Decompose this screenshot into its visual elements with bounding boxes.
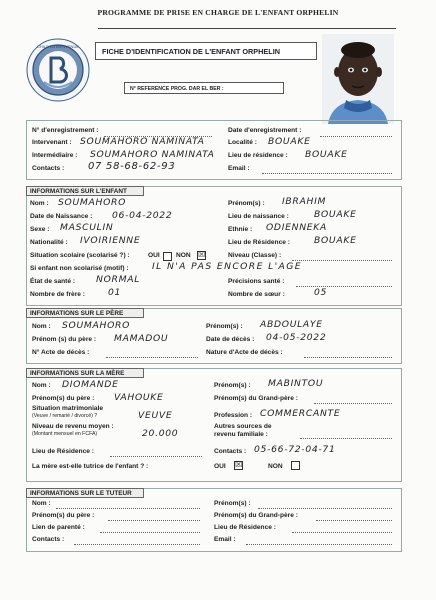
pere-section-header: INFORMATIONS SUR LE PÈRE (26, 308, 144, 318)
mere-nom-value[interactable]: DIOMANDE (62, 379, 119, 390)
tutrice-oui-label: OUI (214, 463, 226, 470)
enfant-lieu-residence-label: Lieu de Résidence : (228, 239, 290, 246)
enfant-ethnie-value[interactable]: ODIENNEKA (266, 222, 327, 233)
matrimoniale-value[interactable]: VEUVE (138, 410, 173, 421)
freres-label: Nombre de frère : (30, 291, 85, 298)
freres-value[interactable]: 01 (108, 287, 122, 298)
niveau-label: Niveau (Classe) : (228, 252, 282, 259)
mere-pere-value[interactable]: VAHOUKE (114, 392, 164, 403)
email-label: Email : (228, 165, 250, 172)
autres-revenus-field[interactable] (300, 438, 392, 439)
registration-date-field[interactable] (320, 136, 392, 137)
niveau-field[interactable] (292, 260, 392, 261)
enfant-naissance-label: Date de Naissance : (30, 213, 93, 220)
scolaire-oui-label: OUI (148, 252, 160, 259)
enfant-prenom-value[interactable]: IBRAHIM (282, 196, 327, 207)
tuteur-contacts-label: Contacts : (32, 536, 65, 543)
tuteur-grand-pere-label: Prénom(s) du Grand-père : (214, 512, 298, 519)
tuteur-pere-label: Prénom(s) du père : (32, 512, 95, 519)
motif-value[interactable]: IL N'A PAS ENCORE L'AGE (152, 261, 302, 272)
tuteur-prenom-field[interactable] (258, 508, 392, 509)
profession-value[interactable]: COMMERCANTE (260, 408, 341, 419)
title-underline (98, 28, 396, 29)
enfant-nationalite-label: Nationalité : (30, 239, 68, 246)
intervenant-label: Intervenant : (32, 139, 72, 146)
mere-nom-label: Nom : (32, 382, 51, 389)
intervenant-value[interactable]: SOUMAHORO NAMINATA (80, 136, 205, 147)
mere-contacts-label: Contacts : (214, 448, 247, 455)
soeurs-value[interactable]: 05 (314, 287, 328, 298)
intermediaire-value[interactable]: SOUMAHORO NAMINATA (90, 149, 215, 160)
enfant-nom-value[interactable]: SOUMAHORO (58, 197, 127, 208)
reference-field[interactable]: N° REFERENCE PROG. DAR EL BER : (124, 82, 284, 94)
mere-prenom-value[interactable]: MABINTOU (268, 378, 324, 389)
intermediaire-label: Intermédiaire : (32, 152, 78, 159)
program-title: PROGRAMME DE PRISE EN CHARGE DE L'ENFANT ORPHELIN (97, 8, 339, 17)
tuteur-contacts-field[interactable] (74, 544, 200, 545)
tutrice-non-label: NON (268, 463, 283, 470)
contacts-value[interactable]: 07 58-68-62-93 (88, 161, 176, 172)
soeurs-label: Nombre de sœur : (228, 291, 285, 298)
mere-section-header: INFORMATIONS SUR LA MÈRE (26, 368, 144, 378)
pere-du-pere-value[interactable]: MAMADOU (114, 333, 169, 344)
residence-value[interactable]: BOUAKE (305, 149, 348, 160)
child-photo (322, 34, 394, 124)
pere-nom-value[interactable]: SOUMAHORO (62, 320, 131, 331)
mere-residence-field[interactable] (110, 456, 202, 457)
tutrice-non-checkbox[interactable] (291, 461, 300, 470)
pere-prenom-label: Prénom(s) : (206, 323, 243, 330)
sante-label: État de santé : (30, 278, 76, 285)
pere-nature-field[interactable] (304, 357, 392, 358)
tuteur-parente-field[interactable] (100, 532, 200, 533)
organization-logo (26, 38, 90, 102)
enfant-sexe-value[interactable]: MASCULIN (60, 222, 114, 233)
mere-prenom-label: Prénom(s) : (214, 382, 251, 389)
enfant-prenom-label: Prénom(s) : (228, 200, 265, 207)
mere-grand-pere-label: Prénom(s) du Grand-père : (214, 395, 298, 402)
pere-acte-label: N° Acte de décès : (32, 349, 90, 356)
pere-prenom-value[interactable]: ABDOULAYE (260, 319, 323, 330)
enfant-lieu-naissance-label: Lieu de naissance : (228, 213, 289, 220)
contacts-label: Contacts : (32, 165, 65, 172)
tuteur-residence-label: Lieu de Résidence : (214, 524, 276, 531)
mere-contacts-value[interactable]: 05-66-72-04-71 (254, 444, 336, 455)
tuteur-pere-field[interactable] (108, 520, 200, 521)
scolaire-label: Situation scolaire (scolarisé ?) : (30, 252, 130, 259)
scolaire-non-label: NON (176, 252, 191, 259)
pere-nature-label: Nature d'Acte de décès : (206, 349, 283, 356)
tuteur-parente-label: Lien de parenté : (32, 524, 85, 531)
revenu-hint: (Montant mensuel en FCFA) (32, 431, 98, 437)
localite-value[interactable]: BOUAKE (268, 136, 311, 147)
pere-nom-label: Nom : (32, 323, 51, 330)
tuteur-residence-field[interactable] (292, 532, 392, 533)
enfant-naissance-value[interactable]: 06-04-2022 (112, 210, 173, 221)
mere-pere-label: Prénom(s) du père : (32, 395, 95, 402)
enfant-lieu-residence-value[interactable]: BOUAKE (314, 235, 357, 246)
enfant-ethnie-label: Ethnie : (228, 226, 253, 233)
autres-revenus-label: Autres sources de revenu familiale : (214, 423, 272, 438)
profession-label: Profession : (214, 412, 253, 419)
enfant-section-header: INFORMATIONS SUR L'ENFANT (26, 186, 144, 196)
sante-value[interactable]: NORMAL (96, 274, 141, 285)
matrimoniale-hint: (Veuve / remarié / divorcé) ? (32, 413, 98, 419)
precisions-label: Précisions santé : (228, 278, 285, 285)
tuteur-nom-label: Nom : (32, 500, 51, 507)
mere-residence-label: Lieu de Résidence : (32, 448, 94, 455)
enfant-nationalite-value[interactable]: IVOIRIENNE (80, 235, 141, 246)
tuteur-section-header: INFORMATIONS SUR LE TUTEUR (26, 488, 144, 498)
scolaire-oui-checkbox[interactable] (163, 252, 172, 261)
pere-deces-label: Date de décès : (206, 336, 255, 343)
registration-number-label: N° d'enregistrement : (32, 127, 99, 134)
registration-date-label: Date d'enregistrement : (228, 127, 302, 134)
mere-grand-pere-field[interactable] (314, 403, 392, 404)
enfant-nom-label: Nom : (30, 200, 49, 207)
tuteur-prenom-label: Prénom(s) : (214, 500, 251, 507)
revenu-value[interactable]: 20.000 (142, 428, 179, 439)
logo-text: CHILD LA BIENVENUE (36, 44, 80, 49)
localite-label: Localité : (228, 139, 257, 146)
tuteur-email-field[interactable] (246, 544, 392, 545)
pere-du-pere-label: Prénom (s) du père : (32, 336, 97, 343)
motif-label: Si enfant non scolarisé (motif) : (30, 265, 129, 272)
tuteur-email-label: Email : (214, 536, 236, 543)
enfant-lieu-naissance-value[interactable]: BOUAKE (314, 209, 357, 220)
residence-label: Lieu de résidence : (228, 152, 288, 159)
enfant-sexe-label: Sexe : (30, 226, 50, 233)
email-field[interactable] (262, 173, 392, 174)
tuteur-nom-field[interactable] (56, 508, 200, 509)
pere-acte-field[interactable] (106, 357, 198, 358)
revenu-label: Niveau de revenu moyen : (32, 423, 114, 430)
matrimoniale-label: Situation matrimoniale (32, 405, 104, 412)
pere-deces-value[interactable]: 04-05-2022 (266, 332, 327, 343)
tutrice-oui-checkbox[interactable]: ☒ (235, 460, 243, 469)
scolaire-non-checkbox[interactable]: ☒ (198, 250, 206, 259)
fiche-title: FICHE D'IDENTIFICATION DE L'ENFANT ORPHELIN (95, 42, 317, 60)
tutrice-label: La mère est-elle tutrice de l'enfant ? : (32, 463, 149, 470)
tuteur-grand-pere-field[interactable] (316, 520, 392, 521)
precisions-field[interactable] (296, 286, 392, 287)
